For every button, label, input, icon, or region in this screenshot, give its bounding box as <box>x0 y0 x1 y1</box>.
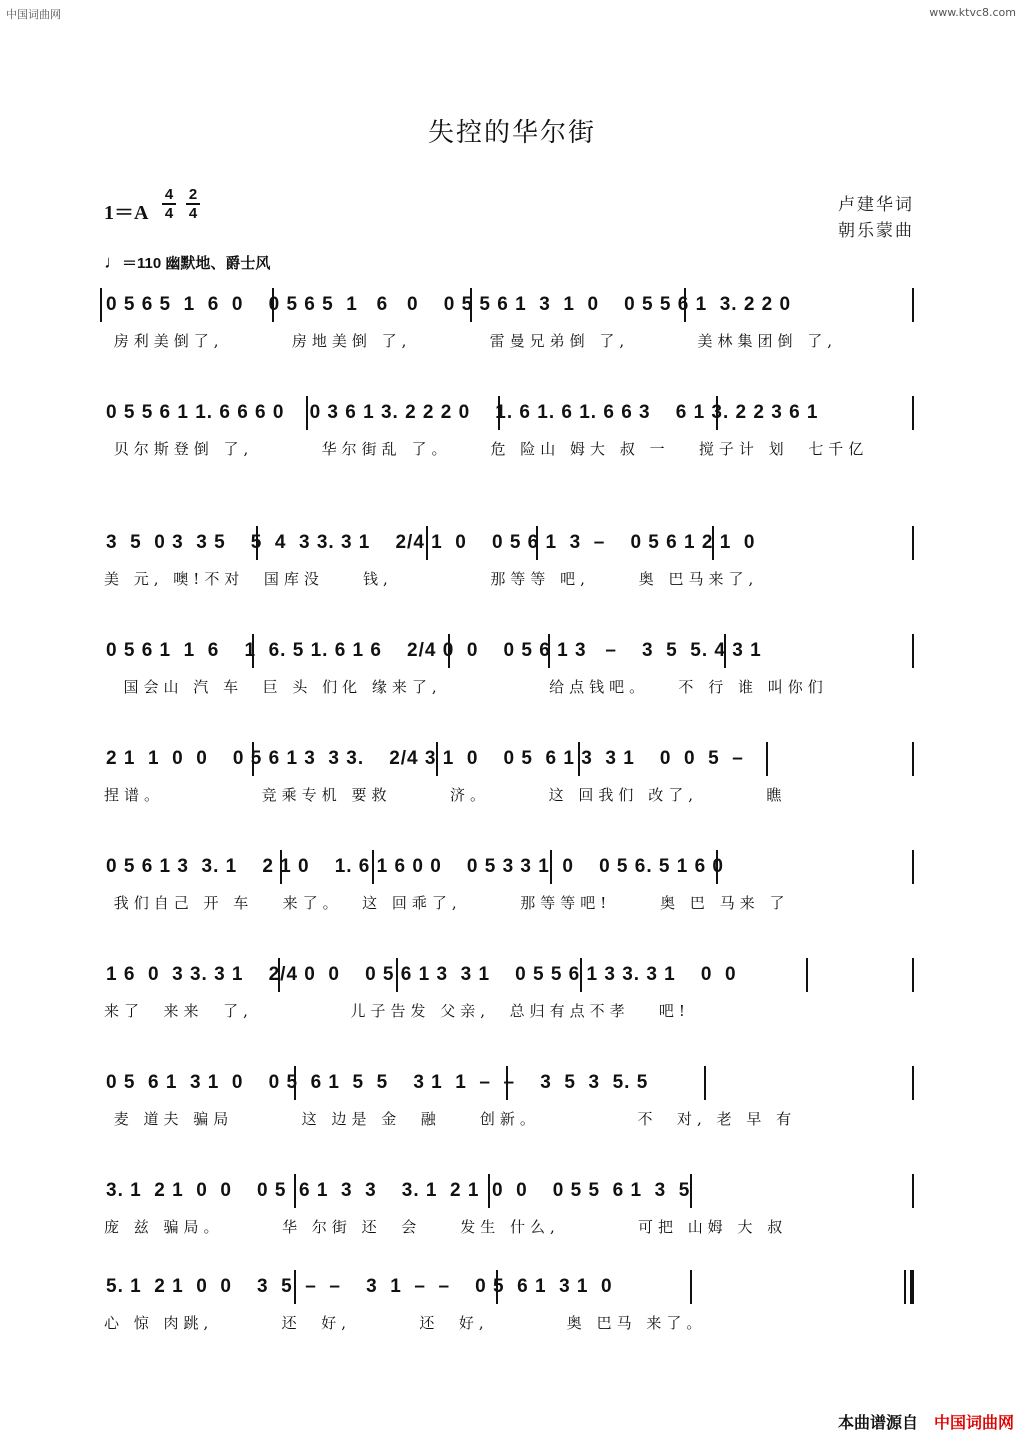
time-signature-2-numerator: 2 <box>186 186 200 205</box>
lyricist: 卢建华词 <box>838 195 914 215</box>
score-row-1 <box>100 286 918 376</box>
score-row-3 <box>100 524 918 614</box>
jianpu-notes: 0 5 6 5 1 6 0 0 5 6 5 1 6 0 0 5 5 6 1 3 1 0 0 5 5 6 1 3. 2 2 0 <box>106 294 792 315</box>
key-signature: 1＝A <box>104 202 149 224</box>
time-signature-2-denominator: 4 <box>188 205 198 222</box>
repeat-end-barline-thick <box>910 1270 914 1304</box>
score-row-2 <box>100 394 918 484</box>
time-signature-1-denominator: 4 <box>164 205 174 222</box>
jianpu-notes: 1 6 0 3 3. 3 1 2/4 0 0 0 5 6 1 3 3 1 0 5 5 6 1 3 3. 3 1 0 0 <box>106 964 737 985</box>
repeat-end-barline <box>904 1270 906 1304</box>
score-row-8 <box>100 1064 918 1154</box>
lyrics-line: 我们自己 开 车 来了。 这 回乖了, 那等等吧! 奥 巴 马来 了 <box>104 894 790 912</box>
lyrics-line: 国会山 汽 车 巨 头 们化 缘来了, 给点钱吧。 不 行 谁 叫你们 <box>104 678 828 696</box>
jianpu-notes: 3 5 0 3 3 5 5 4 3 3. 3 1 2/4 1 0 0 5 6 1 3 – 0 5 6 1 2 1 0 <box>106 532 756 553</box>
quarter-note-icon: ♩ <box>104 252 122 272</box>
jianpu-notes: 3. 1 2 1 0 0 0 5 6 1 3 3 3. 1 2 1 0 0 0 5 5 6 1 3 5 <box>106 1180 691 1201</box>
barline <box>766 742 768 776</box>
lyrics-line: 房利美倒了, 房地美倒 了, 雷曼兄弟倒 了, 美林集团倒 了, <box>104 332 838 350</box>
watermark-right: www.ktvc8.com <box>929 6 1016 19</box>
jianpu-notes: 0 5 6 1 3 3. 1 2 1 0 1. 6 1 6 0 0 0 5 3 3 1 0 0 5 6. 5 1 6 0 <box>106 856 724 877</box>
score-row-9 <box>100 1172 918 1262</box>
tempo-marking <box>104 252 270 273</box>
jianpu-notes: 0 5 6 1 1 6 1 6. 5 1. 6 1 6 2/4 0 0 0 5 6 1 3 – 3 5 5. 4 3 1 <box>106 640 762 661</box>
barline <box>912 958 914 992</box>
source-label: 本曲谱源自 <box>837 1413 918 1432</box>
score-row-4 <box>100 632 918 722</box>
lyrics-line: 庞 兹 骗局。 华 尔街 还 会 发生 什么, 可把 山姆 大 叔 <box>104 1218 788 1236</box>
score-row-5 <box>100 740 918 830</box>
barline <box>912 634 914 668</box>
barline <box>912 288 914 322</box>
time-signature-1-numerator: 4 <box>162 186 176 205</box>
lyrics-line: 来了 来来 了, 儿子告发 父亲, 总归有点不孝 吧! <box>104 1002 690 1020</box>
barline <box>912 1066 914 1100</box>
time-signature-2 <box>186 186 200 222</box>
barline <box>100 288 102 322</box>
jianpu-notes: 0 5 6 1 3 1 0 0 5 6 1 5 5 3 1 1 – – 3 5 3 5. 5 <box>106 1072 649 1093</box>
score-row-7 <box>100 956 918 1046</box>
song-title: 失控的华尔街 <box>427 118 596 148</box>
tempo-text: ＝110 幽默地、爵士风 <box>122 255 271 272</box>
barline <box>912 526 914 560</box>
lyrics-line: 美 元, 噢!不对 国库没 钱, 那等等 吧, 奥 巴马来了, <box>104 570 759 588</box>
barline <box>912 396 914 430</box>
score-row-10 <box>100 1268 918 1358</box>
barline <box>690 1174 692 1208</box>
lyrics-line: 捏谱。 竞乘专机 要救 济。 这 回我们 改了, 瞧 <box>104 786 787 804</box>
lyrics-line: 麦 道夫 骗局 这 边是 金 融 创新。 不 对, 老 早 有 <box>104 1110 797 1128</box>
credits <box>838 192 914 244</box>
barline <box>912 850 914 884</box>
watermark-left: 中国词曲网 <box>6 8 61 21</box>
brand-logo: 中国词曲网 <box>933 1413 1014 1432</box>
jianpu-notes: 5. 1 2 1 0 0 3 5 – – 3 1 – – 0 5 6 1 3 1 0 <box>106 1276 613 1297</box>
score-row-6 <box>100 848 918 938</box>
lyrics-line: 贝尔斯登倒 了, 华尔街乱 了。 危 险山 姆大 叔 一 搅子计 划 七千亿 <box>104 440 869 458</box>
time-signature-1 <box>162 186 176 222</box>
composer: 朝乐蒙曲 <box>838 221 914 241</box>
jianpu-notes: 0 5 5 6 1 1. 6 6 6 0 0 3 6 1 3. 2 2 2 0 1. 6 1. 6 1. 6 6 3 6 1 3. 2 2 3 6 1 <box>106 402 819 423</box>
barline <box>912 742 914 776</box>
lyrics-line: 心 惊 肉跳, 还 好, 还 好, 奥 巴马 来了。 <box>104 1314 707 1332</box>
barline <box>690 1270 692 1304</box>
jianpu-notes: 2 1 1 0 0 0 5 6 1 3 3 3. 2/4 3 1 0 0 5 6 1 3 3 1 0 0 5 – <box>106 748 744 769</box>
barline <box>912 1174 914 1208</box>
barline <box>806 958 808 992</box>
footer-attribution <box>838 1410 1014 1433</box>
barline <box>704 1066 706 1100</box>
